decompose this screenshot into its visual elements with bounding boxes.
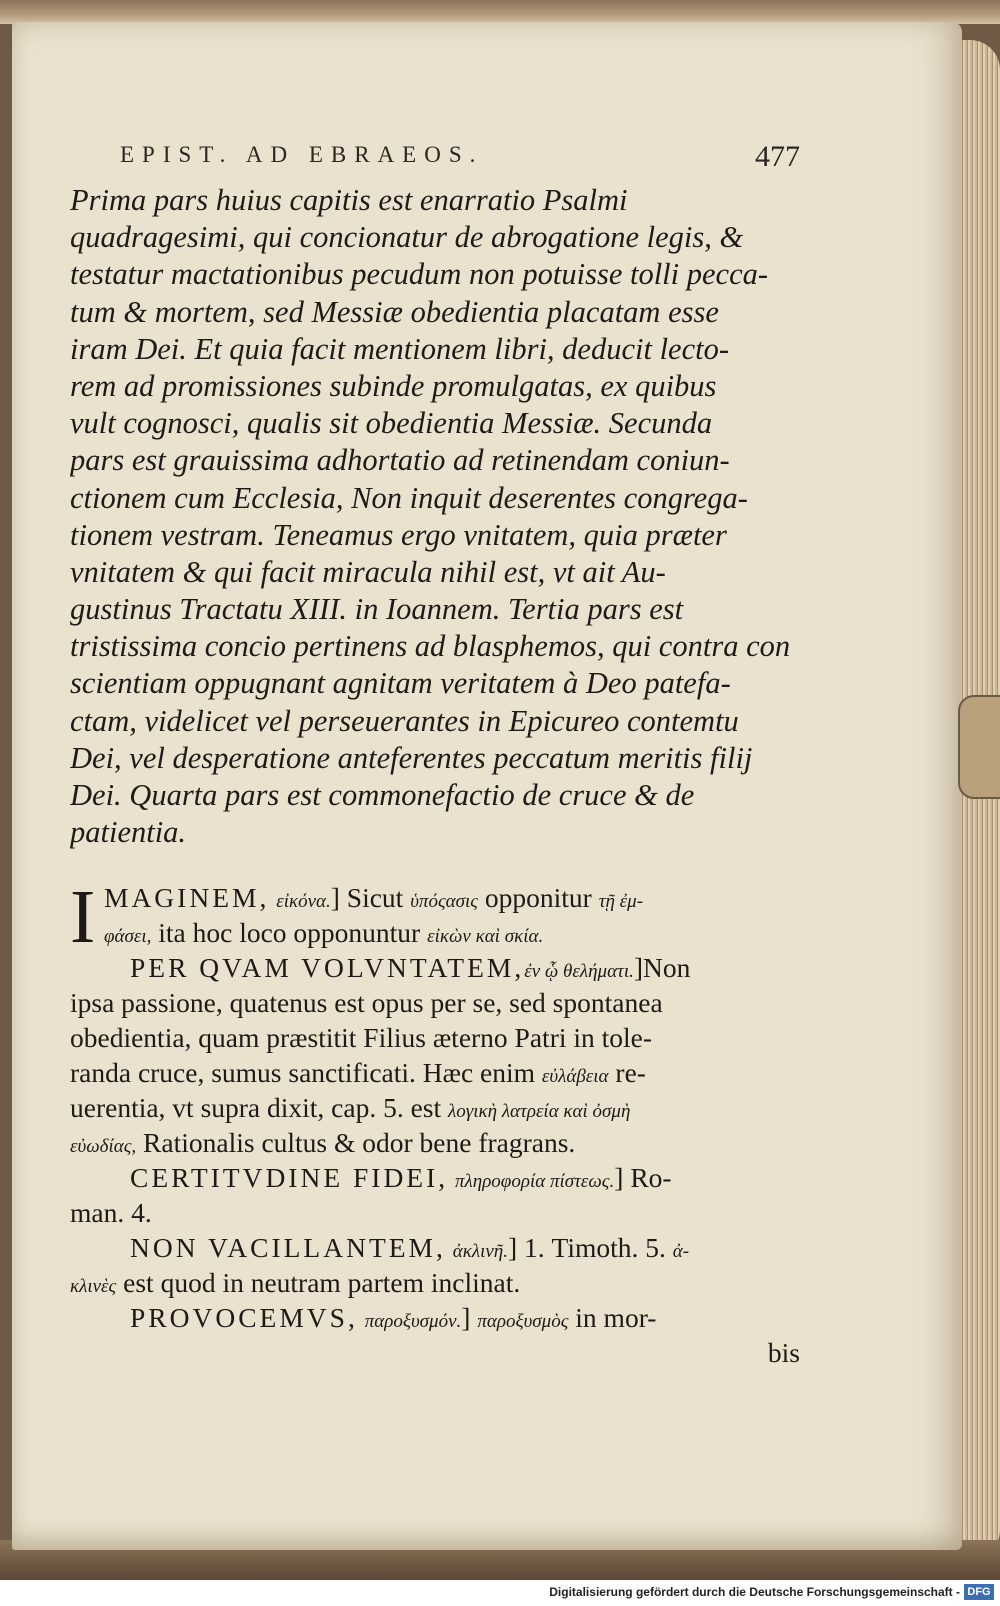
lemma: MAGINEM, [104, 882, 270, 913]
book-top-edge [0, 0, 1000, 24]
greek-word: ἐν ᾧ θελήματι. [524, 961, 634, 982]
lemma: PROVOCEMVS, [130, 1302, 358, 1333]
annotations [70, 875, 800, 1370]
note-line [70, 880, 800, 915]
greek-word: εὐλάβεια [541, 1066, 609, 1087]
note-line [70, 950, 800, 985]
note-line: man. 4. [70, 1197, 152, 1228]
text-line: tristissima concio pertinens ad blasphemos, qui contra con [70, 629, 791, 664]
note-line [70, 1300, 800, 1335]
note-text: in mor- [575, 1302, 657, 1333]
note-text: re- [615, 1057, 646, 1088]
book-page [12, 22, 962, 1550]
note-text: uerentia, vt supra dixit, cap. 5. est [70, 1092, 442, 1123]
text-line: scientiam oppugnant agnitam veritatem à Deo patefa- [70, 666, 731, 701]
text-line: rem ad promissiones subinde promulgatas, ex quibus [70, 368, 717, 403]
greek-word: λογικὴ λατρεία καὶ ὀσμὴ [448, 1101, 631, 1122]
text-line: patientia. [70, 815, 187, 850]
note-line [70, 1090, 800, 1125]
text-line: quadragesimi, qui concionatur de abrogatione legis, & [70, 220, 744, 255]
greek-word: παροξυσμόν. [364, 1311, 462, 1332]
greek-word: πληροφορία πίστεως. [455, 1171, 615, 1192]
text-line: tum & mortem, sed Messiæ obedientia placatam esse [70, 294, 719, 329]
note-text: randa cruce, sumus sanctificati. Hæc enim [70, 1057, 536, 1088]
note-text: ]Non [633, 952, 691, 983]
note-line [70, 1160, 800, 1195]
text-line: iram Dei. Et quia facit mentionem libri, deducit lecto- [70, 331, 730, 366]
text-line: Dei, vel desperatione anteferentes peccatum meritis filij [70, 740, 753, 775]
greek-word: εἰκόνα. [276, 891, 331, 912]
note-text: est quod in neutram partem inclinat. [123, 1267, 521, 1298]
greek-word: εὐωδίας, [70, 1136, 137, 1157]
text-line: ctionem cum Ecclesia, Non inquit deserentes congrega- [70, 480, 748, 515]
text-line: pars est grauissima adhortatio ad retinendam coniun- [70, 443, 730, 478]
running-head [120, 140, 800, 180]
note-text: ] [461, 1302, 471, 1333]
note-line [70, 915, 800, 950]
lemma: PER QVAM VOLVNTATEM, [130, 952, 525, 983]
greek-word: ἀκλινῆ. [452, 1241, 508, 1262]
note-line: obedientia, quam præstitit Filius æterno Patri in tole- [70, 1022, 653, 1053]
note-text: opponitur [484, 882, 592, 913]
note-text: Rationalis cultus & odor bene fragrans. [143, 1127, 576, 1158]
note-line: bis [767, 1337, 800, 1368]
text-line: tionem vestram. Teneamus ergo vnitatem, quia præter [70, 517, 727, 552]
note-line [70, 1230, 800, 1265]
funding-credit: Digitalisierung gefördert durch die Deutsche Forschungsgemeinschaft - [549, 1585, 960, 1599]
note-line [70, 1125, 800, 1160]
text-line: ctam, videlicet vel perseuerantes in Epicureo contemtu [70, 703, 739, 738]
note-text: ] Sicut [330, 882, 404, 913]
text-line: vnitatem & qui facit miracula nihil est, vt ait Au- [70, 554, 666, 589]
page-number: 477 [755, 140, 800, 173]
greek-word: φάσει, [104, 926, 152, 947]
italic-summary [70, 182, 800, 851]
greek-word: εἰκὼν καὶ σκία. [427, 926, 544, 947]
text-line: Prima pars huius capitis est enarratio Psalmi [70, 183, 628, 217]
greek-word: κλινὲς [70, 1276, 117, 1297]
drop-cap: I [70, 875, 96, 959]
dfg-logo: DFG [964, 1584, 994, 1600]
footer-bar [0, 1580, 1000, 1606]
note-text: ita hoc loco opponuntur [158, 917, 421, 948]
text-line: testatur mactationibus pecudum non potuisse tolli pecca- [70, 257, 769, 292]
text-line: gustinus Tractatu XIII. in Ioannem. Tertia pars est [70, 592, 684, 627]
greek-word: ἀ- [672, 1241, 690, 1262]
lemma: CERTITVDINE FIDEI, [130, 1162, 449, 1193]
note-text: ] Ro- [614, 1162, 672, 1193]
bookmark-ribbon [958, 695, 1000, 799]
note-line: ipsa passione, quatenus est opus per se, sed spontanea [70, 987, 663, 1018]
running-head-title: EPIST. AD EBRAEOS. [120, 142, 484, 167]
text-line: Dei. Quarta pars est commonefactio de cruce & de [70, 778, 695, 812]
greek-word: τῇ ἐμ- [598, 891, 644, 912]
note-line [70, 1055, 800, 1090]
lemma: NON VACILLANTEM, [130, 1232, 446, 1263]
greek-word: παροξυσμὸς [477, 1311, 569, 1332]
greek-word: ὑπόςασις [410, 891, 478, 912]
note-line [70, 1265, 800, 1300]
text-line: vult cognosci, qualis sit obedientia Messiæ. Secunda [70, 406, 713, 441]
note-text: ] 1. Timoth. 5. [507, 1232, 666, 1263]
